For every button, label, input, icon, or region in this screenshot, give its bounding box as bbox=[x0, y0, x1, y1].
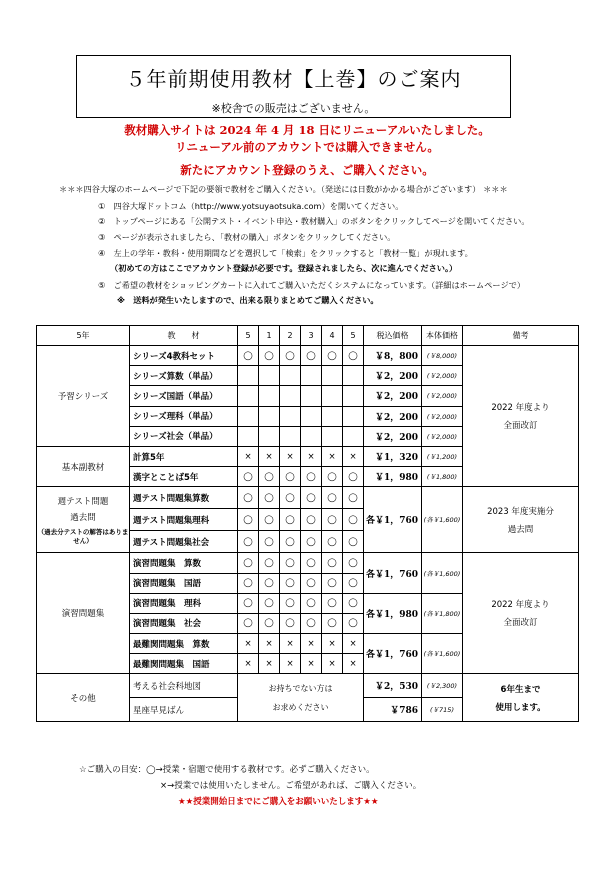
notice-line3: 新たにアカウント登録のうえ、ご購入ください。 bbox=[180, 163, 434, 177]
mark: ◯ bbox=[280, 553, 301, 573]
page-subtitle: ※校舎での販売はございません。 bbox=[211, 102, 376, 115]
mark: ◯ bbox=[280, 573, 301, 593]
mark: ◯ bbox=[280, 487, 301, 509]
mark: ◯ bbox=[301, 573, 322, 593]
base-price: (￥2,000) bbox=[422, 406, 463, 426]
notice-line1: 教材購入サイトは 2024 年 4 月 18 日にリニューアルいたしました。 bbox=[124, 123, 490, 137]
mark: × bbox=[322, 634, 343, 654]
item-name: 週テスト問題集社会 bbox=[130, 531, 238, 553]
mark: × bbox=[238, 634, 259, 654]
item-name: 演習問題集 理科 bbox=[130, 593, 238, 613]
mark: ◯ bbox=[259, 487, 280, 509]
item-name: シリーズ理科（単品） bbox=[130, 406, 238, 426]
base-price: (各￥1,600) bbox=[422, 634, 463, 674]
price: 各￥1，760 bbox=[364, 553, 422, 593]
mark: × bbox=[238, 654, 259, 674]
remarks-test bbox=[463, 487, 579, 553]
base-price: (各￥1,600) bbox=[422, 487, 463, 553]
mark: ◯ bbox=[280, 593, 301, 613]
instructions-step1: ① 四谷大塚ドットコム（http://www.yotsuyaotsuka.com）を開いてください。 bbox=[98, 201, 404, 211]
mark: ◯ bbox=[259, 531, 280, 553]
mark: ◯ bbox=[322, 487, 343, 509]
mark: ◯ bbox=[259, 613, 280, 633]
mark: ◯ bbox=[280, 613, 301, 633]
footer-line2: ×→授業では使用いたしません。ご希望があれば、ご購入ください。 bbox=[160, 781, 422, 791]
category-note: （過去分テストの解答はありません） bbox=[37, 527, 129, 545]
header-month: 2 bbox=[280, 326, 301, 346]
remarks-line: 2023 年度実施分 bbox=[487, 506, 554, 517]
mark: ◯ bbox=[322, 531, 343, 553]
mark: × bbox=[238, 446, 259, 466]
header-price: 税込価格 bbox=[364, 326, 422, 346]
base-price: (￥1,200) bbox=[422, 446, 463, 466]
mark: ◯ bbox=[322, 573, 343, 593]
item-name: 週テスト問題集理科 bbox=[130, 509, 238, 531]
table-row bbox=[37, 346, 579, 366]
footer-line3: ★★授業開始日までにご購入をお願いいたします★★ bbox=[178, 797, 379, 807]
mark: × bbox=[259, 634, 280, 654]
mark: × bbox=[301, 654, 322, 674]
mark: ◯ bbox=[259, 553, 280, 573]
item-name: 最難関問題集 国語 bbox=[130, 654, 238, 674]
remarks-line: 2022 年度より bbox=[491, 600, 550, 611]
remarks-line: 使用します。 bbox=[495, 702, 546, 713]
price: ￥1，320 bbox=[364, 446, 422, 466]
item-name: 週テスト問題集算数 bbox=[130, 487, 238, 509]
instructions-step4-note: （初めての方はここでアカウント登録が必要です。登録されましたら、次に進んでください。） bbox=[110, 263, 458, 273]
header-month: 5 bbox=[238, 326, 259, 346]
mark: ◯ bbox=[343, 613, 364, 633]
item-name: シリーズ算数（単品） bbox=[130, 366, 238, 386]
item-name: 演習問題集 算数 bbox=[130, 553, 238, 573]
mark: × bbox=[343, 446, 364, 466]
base-price: (￥2,300) bbox=[422, 674, 463, 698]
mark: ◯ bbox=[301, 593, 322, 613]
item-name: シリーズ4教科セット bbox=[130, 346, 238, 366]
instructions-step5: ⑤ ご希望の教材をショッピングカートに入れてご購入いただくシステムになっています。（詳細はホームページで） bbox=[98, 280, 526, 290]
mark: × bbox=[259, 654, 280, 674]
mark: × bbox=[343, 654, 364, 674]
mark: × bbox=[343, 634, 364, 654]
mark: × bbox=[259, 446, 280, 466]
instructions-shipping: ※ 送料が発生いたしますので、出来る限りまとめてご購入ください。 bbox=[117, 295, 379, 305]
table-row bbox=[37, 487, 579, 509]
mark: × bbox=[280, 654, 301, 674]
header-base-price: 本体価格 bbox=[422, 326, 463, 346]
mark: ◯ bbox=[343, 487, 364, 509]
mark: ◯ bbox=[238, 531, 259, 553]
base-price: (￥1,800) bbox=[422, 467, 463, 487]
mark: ◯ bbox=[238, 573, 259, 593]
header-month: 4 bbox=[322, 326, 343, 346]
mark: ◯ bbox=[322, 509, 343, 531]
mark: ◯ bbox=[322, 593, 343, 613]
mark: ◯ bbox=[301, 531, 322, 553]
header-month: 5 bbox=[343, 326, 364, 346]
price: ￥2，200 bbox=[364, 366, 422, 386]
base-price: (￥8,000) bbox=[422, 346, 463, 366]
remarks-line: 全面改訂 bbox=[503, 421, 538, 432]
title-box bbox=[76, 55, 511, 118]
item-name: シリーズ国語（単品） bbox=[130, 386, 238, 406]
remarks-yoshu bbox=[463, 346, 579, 487]
price: ￥8，800 bbox=[364, 346, 422, 366]
base-price: (￥2,000) bbox=[422, 386, 463, 406]
mark: ◯ bbox=[301, 467, 322, 487]
mark: ◯ bbox=[238, 553, 259, 573]
mark: ◯ bbox=[301, 509, 322, 531]
price: ￥786 bbox=[364, 698, 422, 722]
instructions-step4: ④ 左上の学年・教科・使用期間などを選択して「検索」をクリックすると「教材一覧」が現れます。 bbox=[98, 248, 473, 258]
mark: ◯ bbox=[301, 346, 322, 366]
base-price: (￥715) bbox=[422, 698, 463, 722]
mark: ◯ bbox=[280, 509, 301, 531]
category-enshu: 演習問題集 bbox=[37, 553, 130, 674]
header-month: 3 bbox=[301, 326, 322, 346]
price: ￥2，200 bbox=[364, 386, 422, 406]
price: ￥2，530 bbox=[364, 674, 422, 698]
table-header-row bbox=[37, 326, 579, 346]
remarks-other bbox=[463, 674, 579, 722]
mark: ◯ bbox=[238, 593, 259, 613]
remarks-line: 過去問 bbox=[507, 524, 534, 535]
mark: × bbox=[280, 634, 301, 654]
mark: ◯ bbox=[343, 553, 364, 573]
item-name: 考える社会科地図 bbox=[130, 674, 238, 698]
category-line: 過去問 bbox=[70, 512, 96, 523]
mark: ◯ bbox=[301, 613, 322, 633]
category-other: その他 bbox=[37, 674, 130, 722]
mark: ◯ bbox=[343, 346, 364, 366]
table-row bbox=[37, 553, 579, 573]
item-name: 星座早見ばん bbox=[130, 698, 238, 722]
item-name: 漢字とことば5年 bbox=[130, 467, 238, 487]
mark: ◯ bbox=[259, 573, 280, 593]
materials-table bbox=[36, 325, 579, 722]
instructions-step3: ③ ページが表示されましたら、「教材の購入」ボタンをクリックしてください。 bbox=[98, 232, 396, 242]
mark: ◯ bbox=[343, 531, 364, 553]
mark: ◯ bbox=[259, 346, 280, 366]
item-name: 演習問題集 国語 bbox=[130, 573, 238, 593]
mark: ◯ bbox=[301, 553, 322, 573]
header-grade: 5年 bbox=[37, 326, 130, 346]
item-name: 演習問題集 社会 bbox=[130, 613, 238, 633]
category-yoshu: 予習シリーズ bbox=[37, 346, 130, 447]
mark: ◯ bbox=[322, 346, 343, 366]
page-title: ５年前期使用教材【上巻】のご案内 bbox=[125, 67, 462, 91]
remarks-enshu bbox=[463, 553, 579, 674]
table-row bbox=[37, 674, 579, 698]
instructions-step2: ② トップページにある「公開テスト・イベント申込・教材購入」のボタンをクリックしてページを開いてください。 bbox=[98, 216, 530, 226]
base-price: (各￥1,800) bbox=[422, 593, 463, 633]
mark: ◯ bbox=[259, 593, 280, 613]
mark: ◯ bbox=[343, 467, 364, 487]
mark: × bbox=[280, 446, 301, 466]
mark: ◯ bbox=[322, 553, 343, 573]
price: ￥1，980 bbox=[364, 467, 422, 487]
item-name: 計算5年 bbox=[130, 446, 238, 466]
mark: ◯ bbox=[301, 487, 322, 509]
category-line: 週テスト問題 bbox=[57, 496, 109, 507]
mark: × bbox=[322, 654, 343, 674]
mark: ◯ bbox=[322, 467, 343, 487]
mark: ◯ bbox=[343, 573, 364, 593]
mark: ◯ bbox=[259, 467, 280, 487]
category-test bbox=[37, 487, 130, 553]
other-note-line: お持ちでない方は bbox=[268, 683, 333, 693]
mark: ◯ bbox=[343, 593, 364, 613]
mark: × bbox=[301, 634, 322, 654]
base-price: (￥2,000) bbox=[422, 426, 463, 446]
mark: ◯ bbox=[238, 487, 259, 509]
mark: ◯ bbox=[322, 613, 343, 633]
mark: ◯ bbox=[343, 509, 364, 531]
footer-line1: ☆ご購入の目安：◯→授業・宿題で使用する教材です。必ずご購入ください。 bbox=[79, 765, 375, 775]
notice-line2: リニューアル前のアカウントでは購入できません。 bbox=[175, 140, 439, 154]
remarks-line: 2022 年度より bbox=[491, 403, 550, 414]
base-price: (￥2,000) bbox=[422, 366, 463, 386]
mark: ◯ bbox=[238, 467, 259, 487]
mark: × bbox=[301, 446, 322, 466]
price: 各￥1，760 bbox=[364, 634, 422, 674]
base-price: (各￥1,600) bbox=[422, 553, 463, 593]
mark: × bbox=[322, 446, 343, 466]
mark: ◯ bbox=[280, 346, 301, 366]
mark: ◯ bbox=[280, 531, 301, 553]
price: ￥2，200 bbox=[364, 426, 422, 446]
price: 各￥1，760 bbox=[364, 487, 422, 553]
item-name: シリーズ社会（単品） bbox=[130, 426, 238, 446]
category-kihon: 基本副教材 bbox=[37, 446, 130, 486]
remarks-line: 全面改訂 bbox=[503, 618, 538, 629]
other-note bbox=[238, 674, 364, 722]
mark: ◯ bbox=[259, 509, 280, 531]
instructions-intro: ＊＊＊四谷大塚のホームページで下記の要領で教材をご購入ください。（発送には日数がかかる場合がございます） ＊＊＊ bbox=[59, 184, 508, 194]
remarks-line: 6年生まで bbox=[500, 684, 541, 695]
header-material: 教 材 bbox=[130, 326, 238, 346]
price: 各￥1，980 bbox=[364, 593, 422, 633]
header-remarks: 備考 bbox=[463, 326, 579, 346]
other-note-line: お求めください bbox=[272, 702, 329, 712]
item-name: 最難関問題集 算数 bbox=[130, 634, 238, 654]
mark: ◯ bbox=[238, 613, 259, 633]
header-month: 1 bbox=[259, 326, 280, 346]
mark: ◯ bbox=[238, 346, 259, 366]
mark: ◯ bbox=[280, 467, 301, 487]
mark: ◯ bbox=[238, 509, 259, 531]
price: ￥2，200 bbox=[364, 406, 422, 426]
